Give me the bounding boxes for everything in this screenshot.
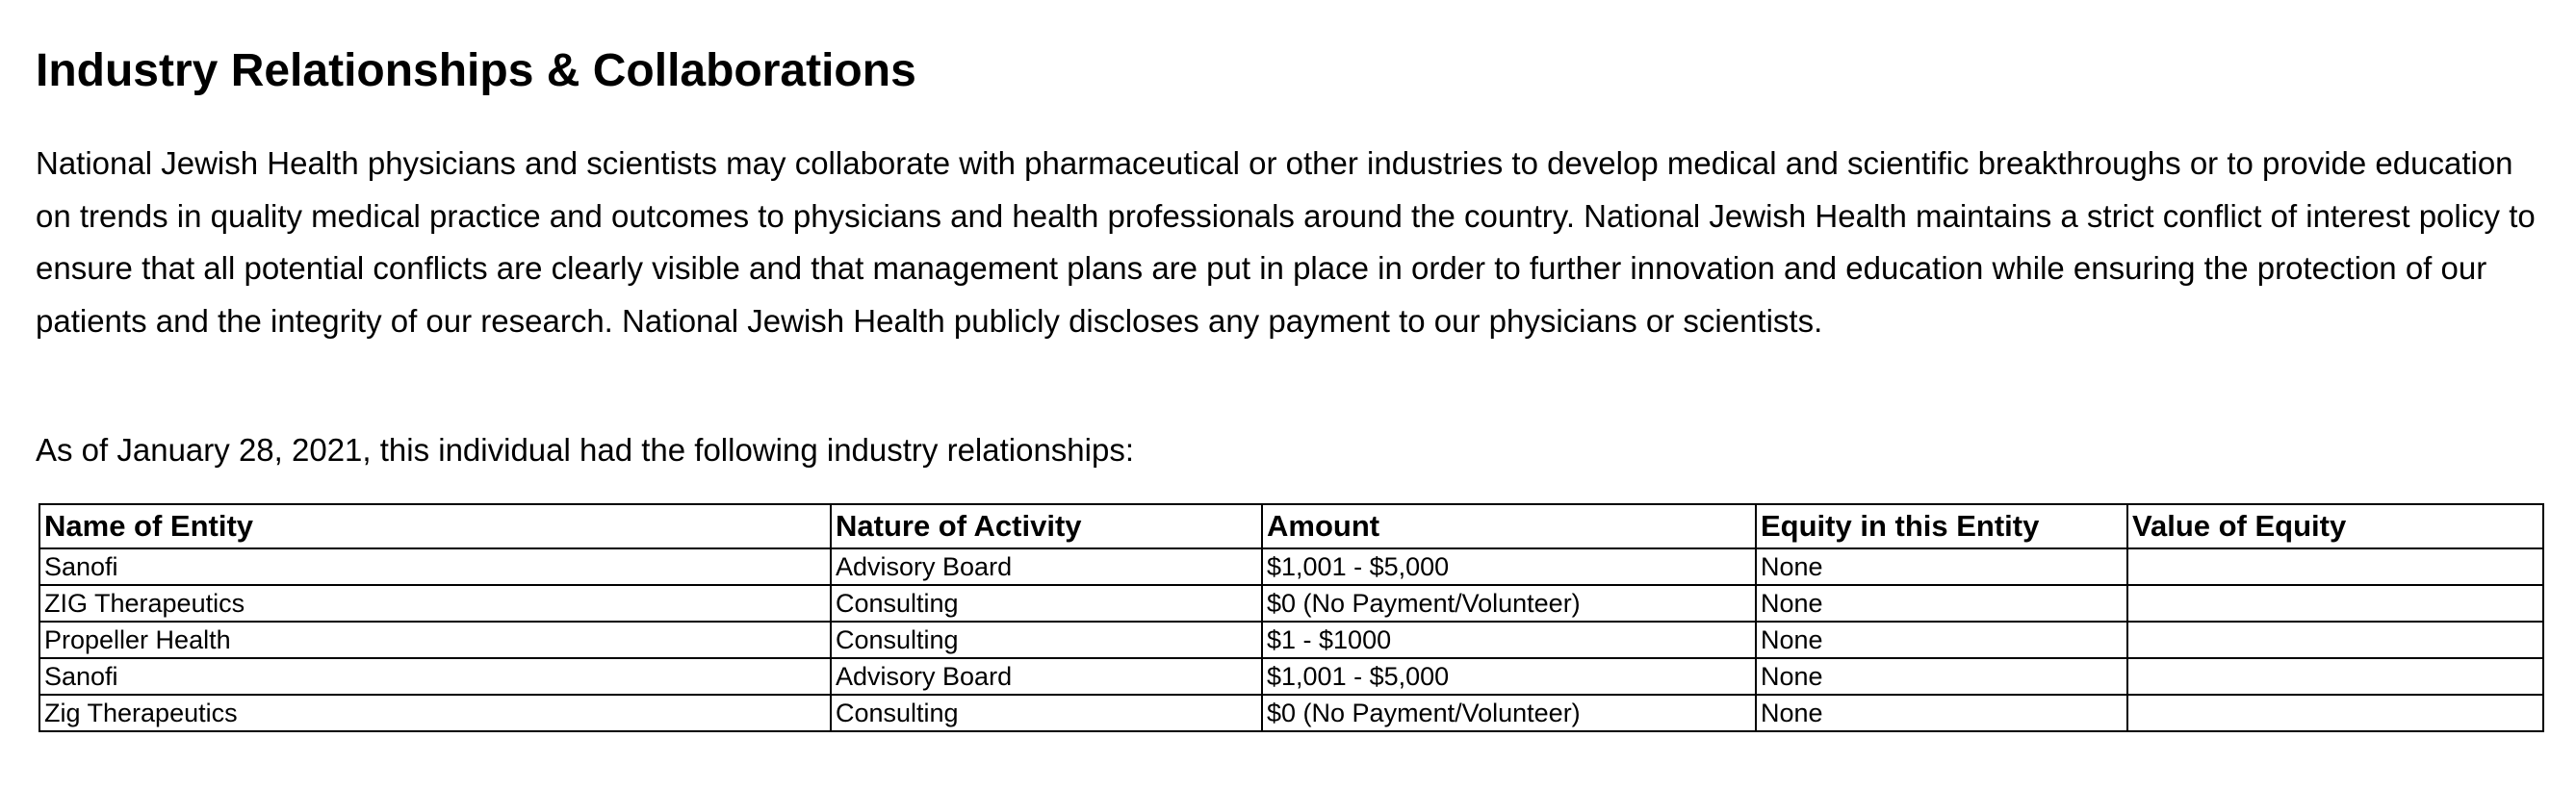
cell-entity: ZIG Therapeutics (39, 585, 831, 622)
cell-equity: None (1756, 622, 2127, 658)
cell-entity: Sanofi (39, 658, 831, 695)
table-row (39, 695, 2543, 731)
cell-entity: Propeller Health (39, 622, 831, 658)
cell-equity-value (2127, 585, 2543, 622)
cell-amount: $0 (No Payment/Volunteer) (1262, 695, 1756, 731)
page-title: Industry Relationships & Collaborations (36, 45, 916, 96)
intro-paragraph: National Jewish Health physicians and scientists may collaborate with pharmaceutical or other industries to develop medical and scientific breakthroughs or to provide education on trends in quality medical practice and outcomes to physicians and health professionals around the country. National Jewish Health maintains a strict conflict of interest policy to ensure that all potential conflicts are clearly visible and that management plans are put in place in order to further innovation and education while ensuring the protection of our patients and the integrity of our research. National Jewish Health publicly discloses any payment to our physicians or scientists. (36, 145, 2536, 339)
cell-equity: None (1756, 695, 2127, 731)
cell-equity: None (1756, 658, 2127, 695)
cell-amount: $0 (No Payment/Volunteer) (1262, 585, 1756, 622)
table-row (39, 548, 2543, 585)
cell-activity: Advisory Board (831, 658, 1262, 695)
cell-activity: Consulting (831, 695, 1262, 731)
table-header-row (39, 504, 2543, 548)
table-row (39, 622, 2543, 658)
cell-activity: Consulting (831, 622, 1262, 658)
as-of-statement: As of January 28, 2021, this individual had the following industry relationships: (36, 432, 1135, 468)
header-value-of-equity: Value of Equity (2127, 504, 2543, 548)
header-nature-of-activity: Nature of Activity (831, 504, 1262, 548)
cell-equity-value (2127, 695, 2543, 731)
table-row (39, 585, 2543, 622)
cell-entity: Sanofi (39, 548, 831, 585)
cell-entity: Zig Therapeutics (39, 695, 831, 731)
cell-equity-value (2127, 548, 2543, 585)
cell-equity: None (1756, 548, 2127, 585)
header-amount: Amount (1262, 504, 1756, 548)
header-equity-in-entity: Equity in this Entity (1756, 504, 2127, 548)
table-row (39, 658, 2543, 695)
cell-equity-value (2127, 622, 2543, 658)
header-name-of-entity: Name of Entity (39, 504, 831, 548)
cell-amount: $1,001 - $5,000 (1262, 548, 1756, 585)
cell-amount: $1 - $1000 (1262, 622, 1756, 658)
cell-amount: $1,001 - $5,000 (1262, 658, 1756, 695)
cell-activity: Consulting (831, 585, 1262, 622)
cell-equity: None (1756, 585, 2127, 622)
industry-relationships-table (39, 503, 2544, 732)
cell-equity-value (2127, 658, 2543, 695)
cell-activity: Advisory Board (831, 548, 1262, 585)
